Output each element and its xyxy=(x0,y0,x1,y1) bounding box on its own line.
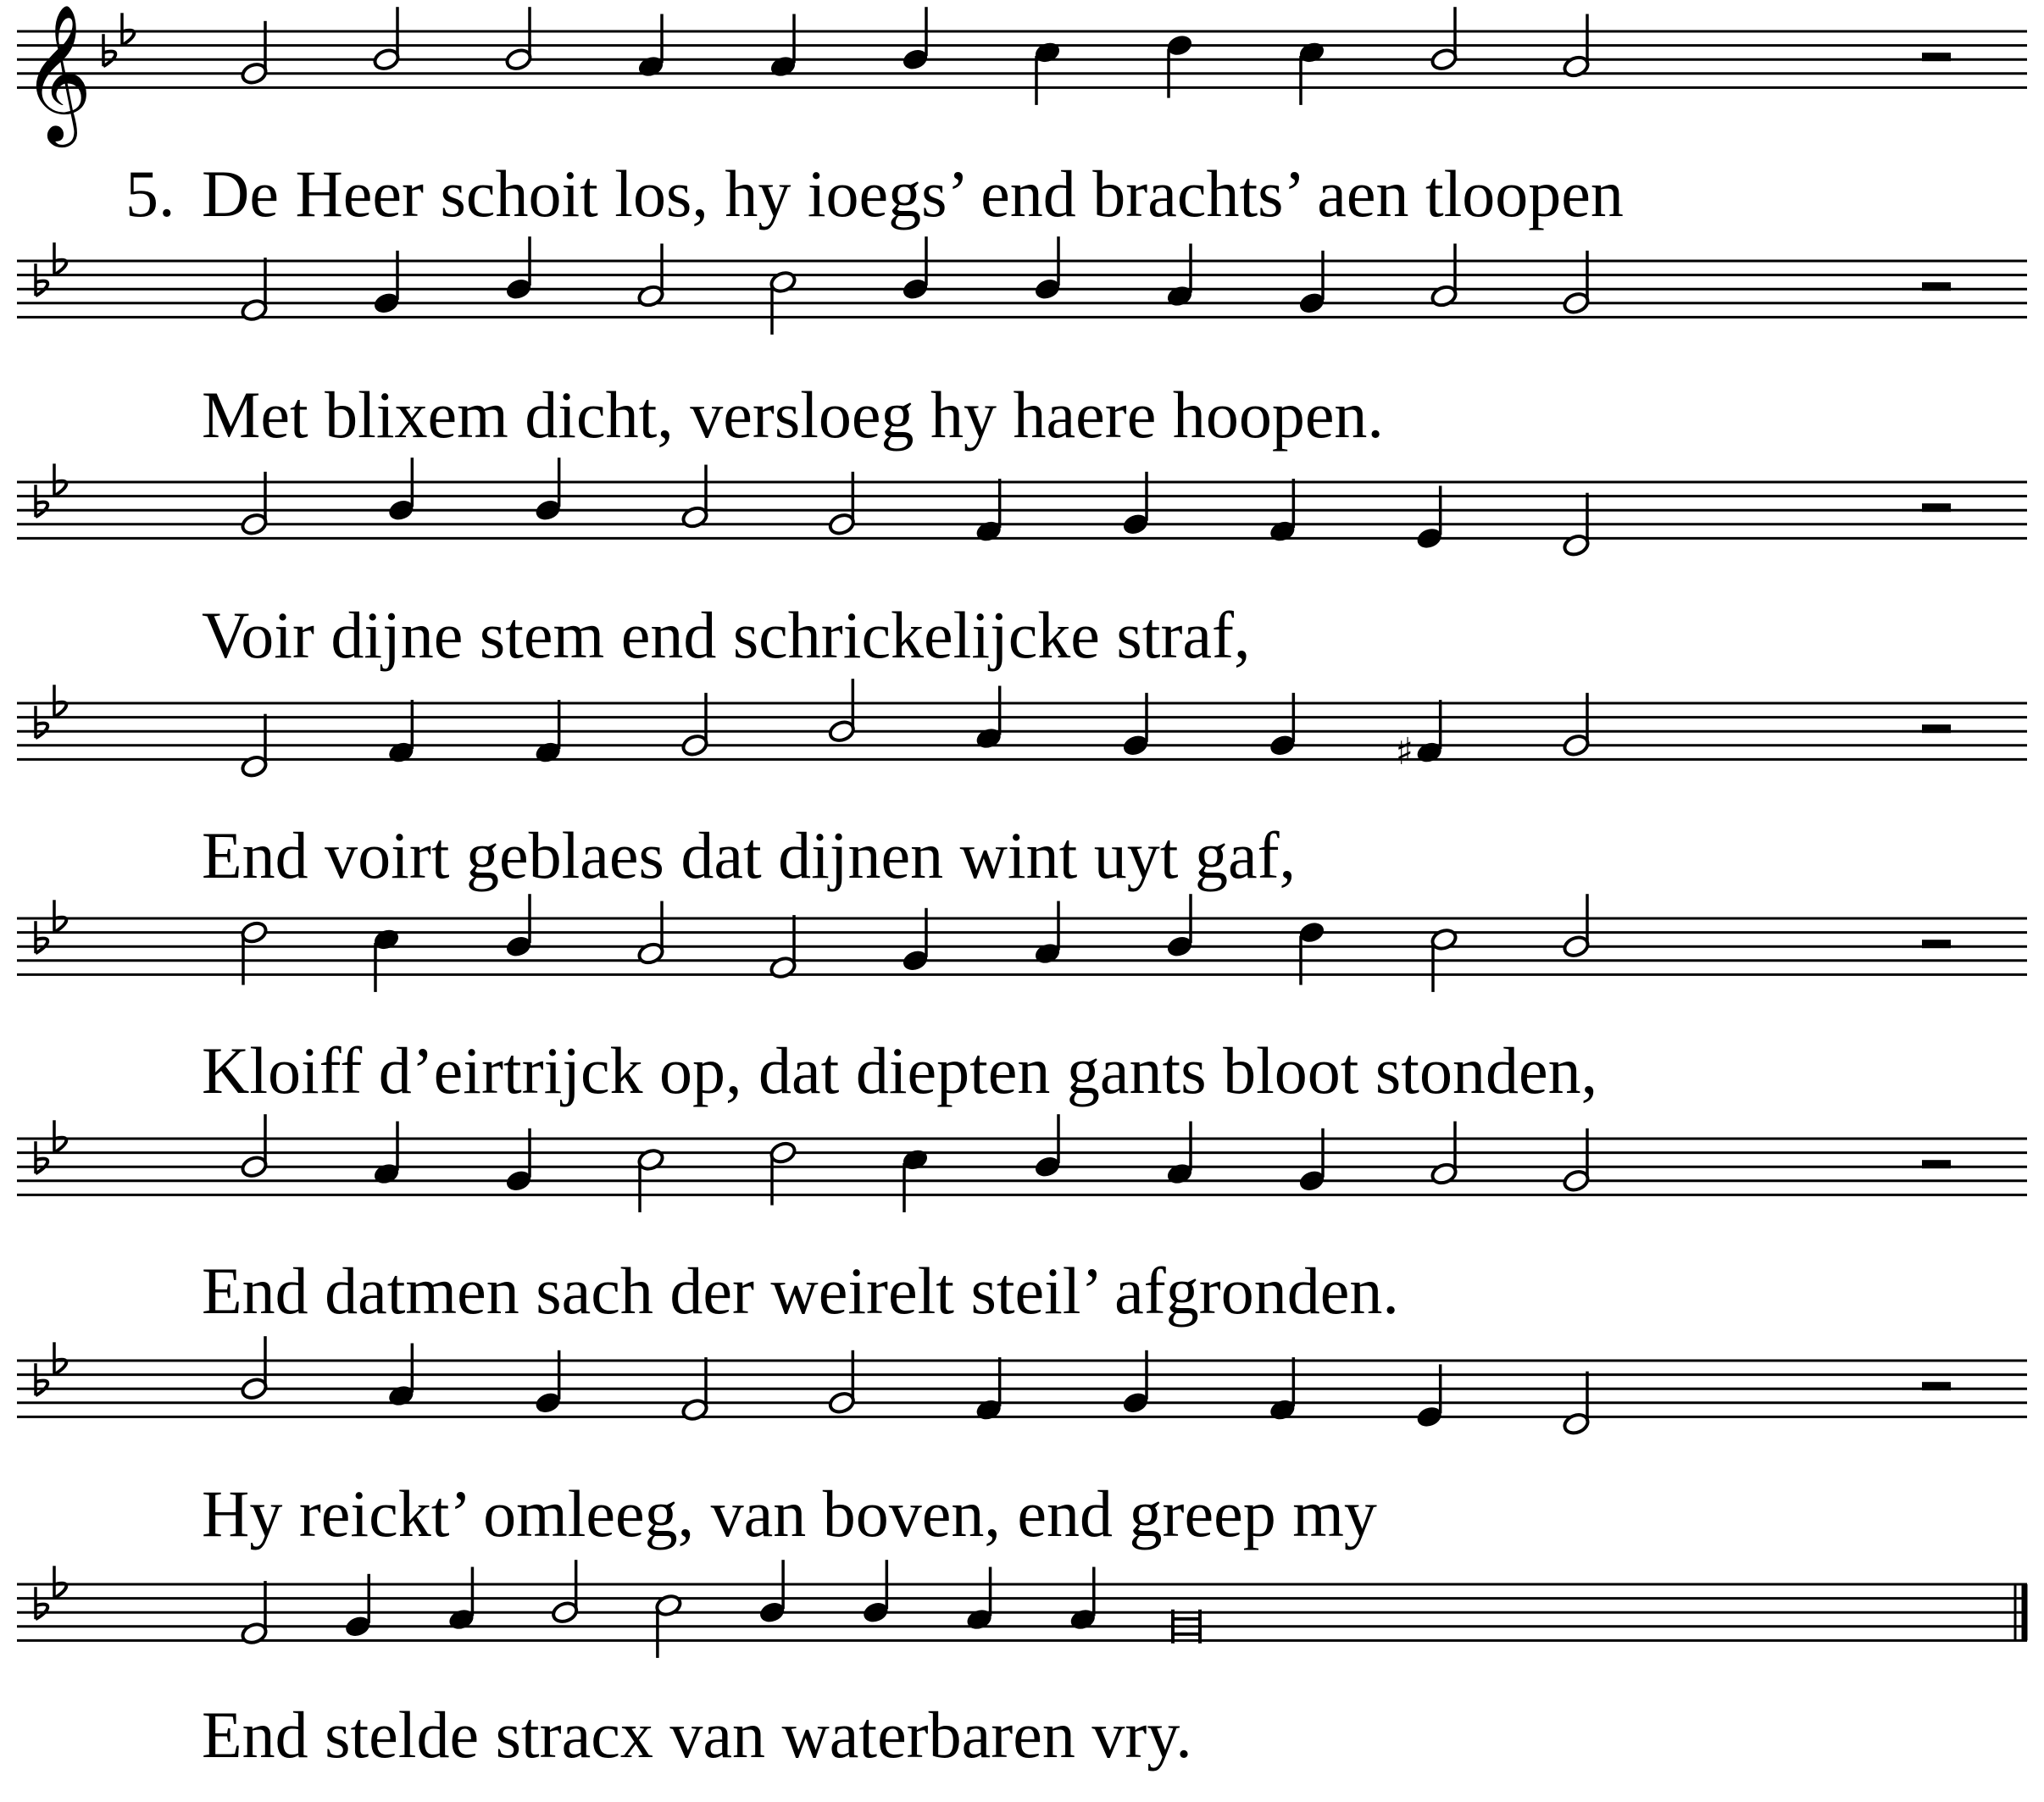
treble-clef-icon: 𝄞 xyxy=(22,3,92,142)
note xyxy=(862,1560,890,1625)
note xyxy=(551,1560,579,1625)
half-rest xyxy=(1922,53,1951,61)
staff-system xyxy=(17,1560,2027,1772)
staff-system xyxy=(17,1114,2027,1328)
half-rest xyxy=(1922,1160,1951,1168)
lyric-line: Hy reickt’ omleeg, van boven, end greep my xyxy=(202,1477,1377,1550)
note xyxy=(1562,894,1590,959)
half-rest xyxy=(1922,940,1951,948)
lyric-line: End voirt geblaes dat dijnen wint uyt gaf, xyxy=(202,818,1297,892)
note xyxy=(534,457,562,523)
note xyxy=(387,457,415,523)
half-rest xyxy=(1922,503,1951,512)
staff-system xyxy=(17,3,2027,230)
note xyxy=(828,679,856,744)
note xyxy=(372,7,400,72)
lyric-line: End datmen sach der weirelt steil’ afgronden. xyxy=(202,1254,1399,1328)
lyric-line: Voir dijne stem end schrickelijcke straf, xyxy=(202,598,1251,672)
note xyxy=(504,7,532,72)
note xyxy=(504,236,532,302)
note xyxy=(901,7,929,72)
note xyxy=(1033,1114,1061,1179)
staff-system xyxy=(17,679,2027,892)
note xyxy=(1033,236,1061,302)
note xyxy=(901,236,929,302)
half-rest xyxy=(1922,282,1951,291)
note xyxy=(758,1560,786,1625)
verse-number: 5. xyxy=(125,157,175,230)
staff-system xyxy=(17,1336,2027,1550)
staff-system xyxy=(17,894,2027,1107)
lyric-line: Met blixem dicht, versloeg hy haere hoopen. xyxy=(202,378,1384,452)
lyric-line: De Heer schoit los, hy ioegs’ end brachts’ aen tloopen xyxy=(202,157,1624,230)
half-rest xyxy=(1922,1382,1951,1390)
lyric-line: End stelde stracx van waterbaren vry. xyxy=(202,1698,1192,1772)
staff-system xyxy=(17,457,2027,672)
note xyxy=(1430,7,1458,72)
systems-layer xyxy=(17,3,2027,1772)
lyric-line: Kloiff d’eirtrijck op, dat diepten gants bloot stonden, xyxy=(202,1034,1598,1107)
note xyxy=(1396,700,1444,773)
note xyxy=(240,1114,268,1179)
note xyxy=(240,1336,268,1401)
note xyxy=(1165,894,1193,959)
staff-system xyxy=(17,236,2027,452)
sharp-sign: ♯ xyxy=(1395,730,1414,774)
half-rest xyxy=(1922,724,1951,733)
note xyxy=(504,894,532,959)
